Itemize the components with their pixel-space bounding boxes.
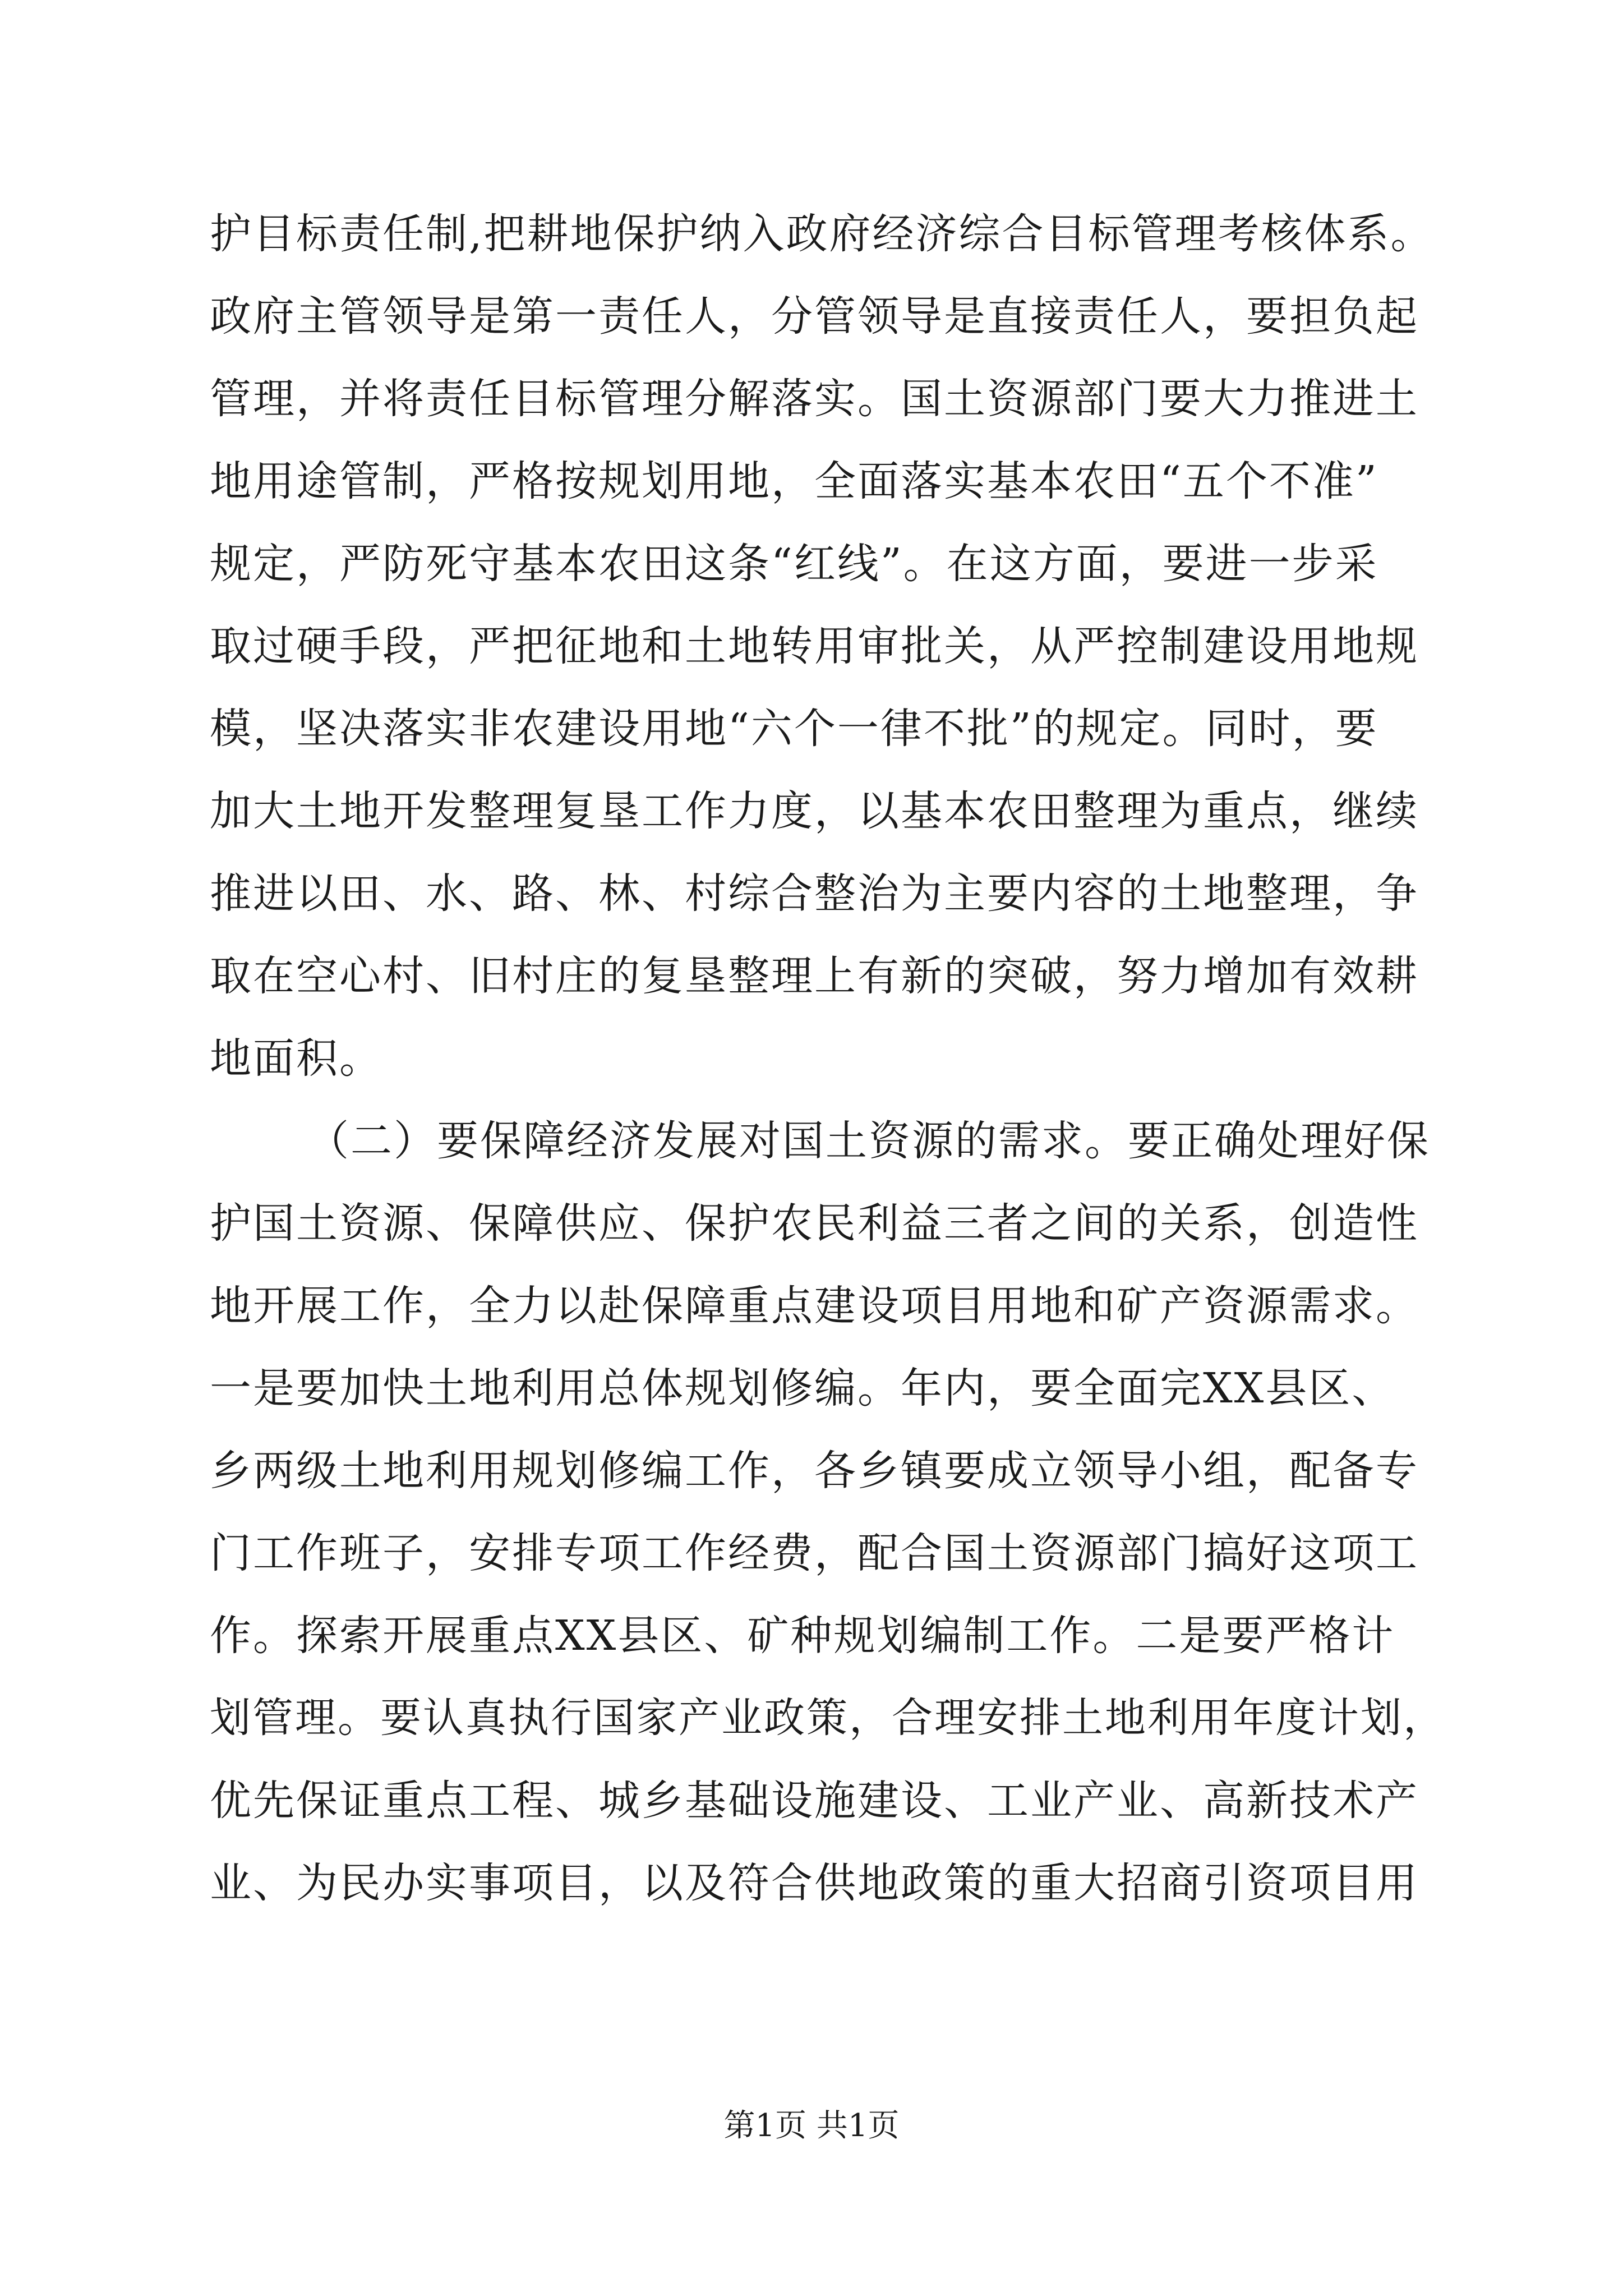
text-line-16: 乡两级土地利用规划修编工作，各乡镇要成立领导小组，配备专 [210,1447,1419,1495]
text-line-6: 取过硬手段，严把征地和土地转用审批关，从严控制建设用地规 [210,622,1419,670]
text-line-7: 模，坚决落实非农建设用地“六个一律不批”的规定。同时，要 [210,705,1378,753]
text-line-4: 地用途管制，严格按规划用地，全面落实基本农田“五个不准” [210,457,1378,505]
text-line-1: 护目标责任制,把耕地保护纳入政府经济综合目标管理考核体系。 [210,210,1434,258]
text-line-21: 业、为民办实事项目，以及符合供地政策的重大招商引资项目用 [210,1859,1419,1907]
text-line-17: 门工作班子，安排专项工作经费，配合国土资源部门搞好这项工 [210,1529,1419,1577]
page-footer: 第1页 共1页 [723,2108,900,2144]
text-line-19: 划管理。要认真执行国家产业政策，合理安排土地利用年度计划， [210,1694,1446,1742]
text-line-11: 地面积。 [210,1034,382,1083]
text-line-15: 一是要加快土地利用总体规划修编。年内，要全面完XX县区、 [210,1364,1395,1412]
section-heading-line: （二）要保障经济发展对国土资源的需求。要正确处理好保 [307,1117,1430,1165]
text-line-5: 规定，严防死守基本农田这条“红线”。在这方面，要进一步采 [210,540,1378,588]
text-line-8: 加大土地开发整理复垦工作力度，以基本农田整理为重点，继续 [210,787,1419,835]
text-line-9: 推进以田、水、路、林、村综合整治为主要内容的土地整理，争 [210,869,1419,918]
text-line-13: 护国土资源、保障供应、保护农民利益三者之间的关系，创造性 [210,1199,1419,1248]
text-line-3: 管理，并将责任目标管理分解落实。国土资源部门要大力推进土 [210,375,1419,423]
text-line-18: 作。探索开展重点XX县区、矿种规划编制工作。二是要严格计 [210,1612,1395,1660]
text-line-2: 政府主管领导是第一责任人，分管领导是直接责任人，要担负起 [210,292,1419,341]
text-line-14: 地开展工作，全力以赴保障重点建设项目用地和矿产资源需求。 [210,1282,1419,1330]
text-line-10: 取在空心村、旧村庄的复垦整理上有新的突破，努力增加有效耕 [210,952,1419,1000]
text-line-20: 优先保证重点工程、城乡基础设施建设、工业产业、高新技术产 [210,1777,1419,1825]
